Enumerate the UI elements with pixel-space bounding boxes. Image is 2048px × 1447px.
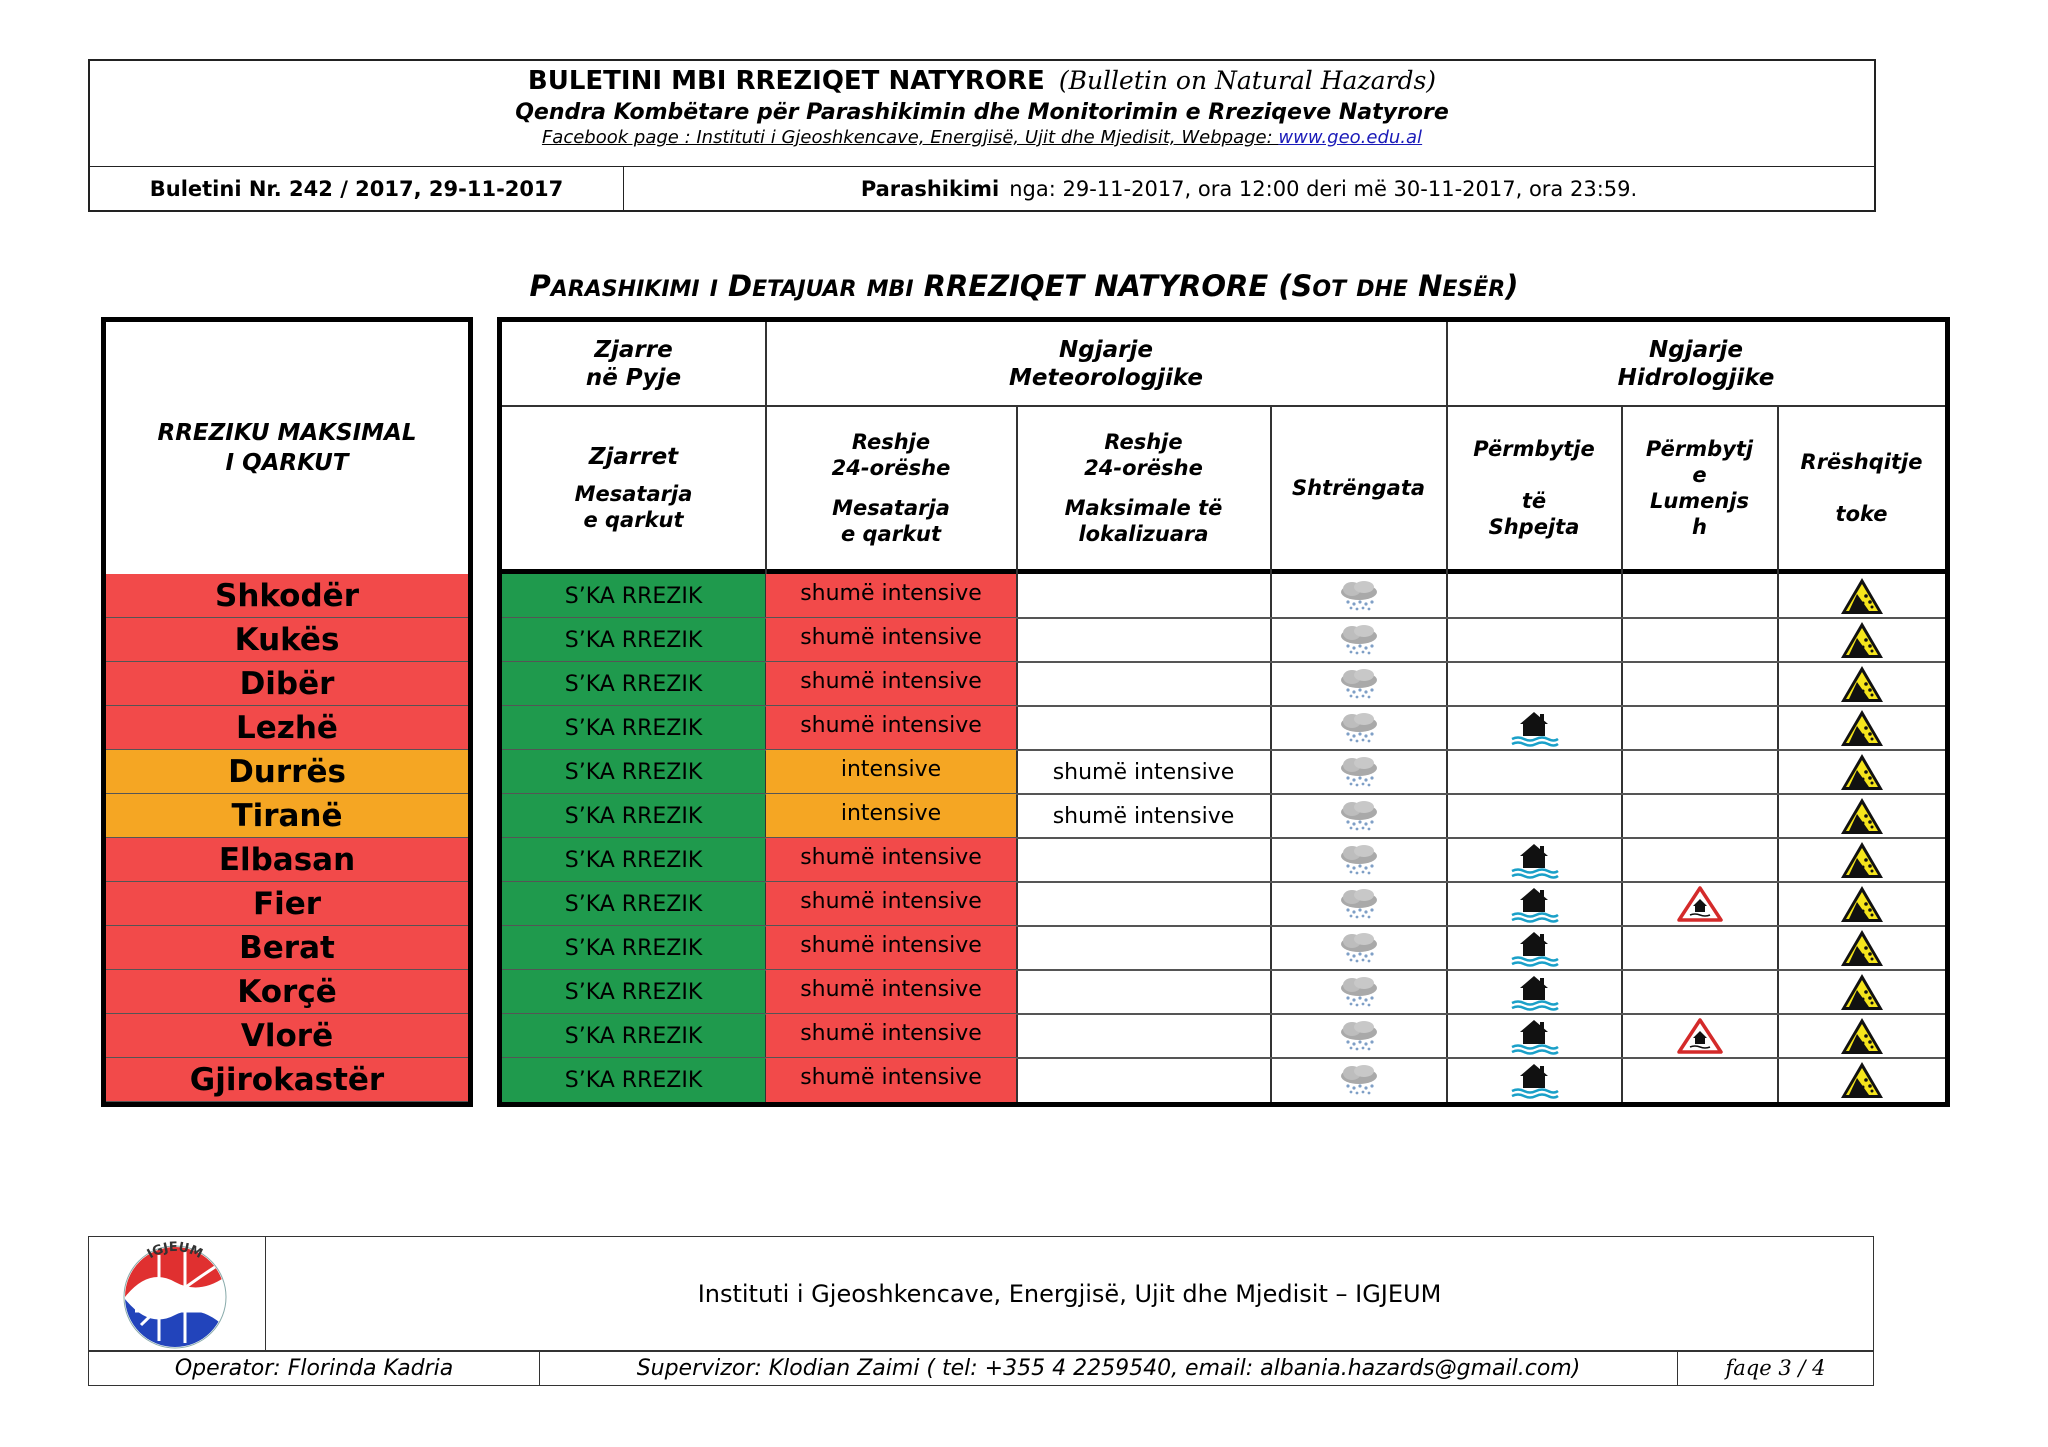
landslide-cell bbox=[1778, 794, 1945, 838]
col-river-floods-header bbox=[1622, 407, 1777, 569]
region-cell: Gjirokastër bbox=[106, 1058, 468, 1102]
page-number: faqe 3 / 4 bbox=[1725, 1356, 1826, 1380]
supervisor: Supervizor: Klodian Zaimi ( tel: +355 4 2259540, email: albania.hazards@gmail.com) bbox=[540, 1351, 1678, 1385]
rain-avg-cell: shumë intensive bbox=[766, 706, 1016, 750]
rain-max-cell bbox=[1017, 618, 1270, 662]
flash-flood-house-icon bbox=[1508, 841, 1560, 879]
region-cell: Tiranë bbox=[106, 794, 468, 838]
region-cell: Durrës bbox=[106, 750, 468, 794]
col-river-floods-line2: e bbox=[1692, 463, 1707, 487]
operator: Operator: Florinda Kadria bbox=[89, 1351, 540, 1385]
links-line bbox=[90, 127, 1874, 148]
col-river-floods-line1: Përmbytj bbox=[1645, 437, 1754, 461]
facebook-text: Facebook page : Instituti i Gjeoshkencave, Energjisë, Ujit dhe Mjedisit, Webpage: bbox=[541, 127, 1279, 148]
storm-cloud-icon bbox=[1336, 977, 1382, 1007]
rain-avg-cell: intensive bbox=[766, 794, 1016, 838]
institute-name: Instituti i Gjeoshkencave, Energjisë, Ujit dhe Mjedisit – IGJEUM bbox=[697, 1279, 1442, 1308]
group-hydro-header bbox=[1447, 322, 1945, 405]
col-landslides-line1: Rrëshqitje bbox=[1800, 450, 1923, 474]
group-hydro-line2: Hidrologjike bbox=[1617, 364, 1775, 391]
region-max-risk-table bbox=[101, 317, 473, 1107]
landslide-warning-icon bbox=[1839, 884, 1885, 924]
region-cell: Korçë bbox=[106, 970, 468, 1014]
col-flash-floods-line2: të bbox=[1521, 489, 1547, 513]
landslide-cell bbox=[1778, 706, 1945, 750]
landslide-cell bbox=[1778, 1014, 1945, 1058]
storm-cell bbox=[1271, 794, 1446, 838]
fire-risk-cell: S’KA RREZIK bbox=[502, 662, 765, 706]
rain-avg-cell: shumë intensive bbox=[766, 574, 1016, 618]
rain-max-cell bbox=[1017, 574, 1270, 618]
storm-cell bbox=[1271, 882, 1446, 926]
river-flood-cell bbox=[1622, 618, 1777, 662]
rain-avg-cell: intensive bbox=[766, 750, 1016, 794]
col-fires-line2: Mesatarja bbox=[574, 482, 693, 506]
section-title bbox=[0, 266, 2048, 306]
region-cell: Kukës bbox=[106, 618, 468, 662]
rain-max-cell: shumë intensive bbox=[1052, 803, 1235, 829]
landslide-warning-icon bbox=[1839, 928, 1885, 968]
storm-cell bbox=[1271, 750, 1446, 794]
header-title-block bbox=[90, 61, 1874, 167]
river-flood-cell bbox=[1622, 750, 1777, 794]
landslide-warning-icon bbox=[1839, 972, 1885, 1012]
landslide-cell bbox=[1778, 1058, 1945, 1102]
landslide-warning-icon bbox=[1839, 620, 1885, 660]
storm-cloud-icon bbox=[1336, 713, 1382, 743]
landslide-warning-icon bbox=[1839, 1060, 1885, 1100]
storm-cloud-icon bbox=[1336, 669, 1382, 699]
storm-cloud-icon bbox=[1336, 1065, 1382, 1095]
storm-cell bbox=[1271, 706, 1446, 750]
flash-flood-house-icon bbox=[1508, 885, 1560, 923]
landslide-cell bbox=[1778, 926, 1945, 970]
bulletin-title bbox=[90, 66, 1874, 96]
landslide-warning-icon bbox=[1839, 576, 1885, 616]
storm-cloud-icon bbox=[1336, 801, 1382, 831]
rain-avg-cell: shumë intensive bbox=[766, 1014, 1016, 1058]
col-flash-floods-line1: Përmbytje bbox=[1473, 437, 1595, 461]
col-fires-line3: e qarkut bbox=[583, 508, 684, 532]
flash-flood-cell bbox=[1447, 926, 1621, 970]
rain-avg-cell: shumë intensive bbox=[766, 618, 1016, 662]
flash-flood-cell bbox=[1447, 574, 1621, 618]
bulletin-number: Buletini Nr. 242 / 2017, 29-11-2017 bbox=[90, 166, 624, 210]
river-flood-cell bbox=[1622, 882, 1777, 926]
storm-cell bbox=[1271, 574, 1446, 618]
landslide-cell bbox=[1778, 838, 1945, 882]
center-name: Qendra Kombëtare për Parashikimin dhe Monitorimin e Rreziqeve Natyrore bbox=[515, 100, 1449, 125]
group-hydro-line1: Ngjarje bbox=[1649, 336, 1743, 363]
flash-flood-cell bbox=[1447, 618, 1621, 662]
river-flood-cell bbox=[1622, 926, 1777, 970]
storm-cell bbox=[1271, 838, 1446, 882]
storm-cell bbox=[1271, 618, 1446, 662]
flash-flood-cell bbox=[1447, 1014, 1621, 1058]
storm-cell bbox=[1271, 926, 1446, 970]
forecast-period bbox=[624, 166, 1874, 210]
landslide-warning-icon bbox=[1839, 796, 1885, 836]
river-flood-cell bbox=[1622, 706, 1777, 750]
river-flood-cell bbox=[1622, 794, 1777, 838]
col-storms-header bbox=[1271, 407, 1446, 569]
rain-avg-cell: shumë intensive bbox=[766, 882, 1016, 926]
river-flood-cell bbox=[1622, 970, 1777, 1014]
flash-flood-cell bbox=[1447, 838, 1621, 882]
flash-flood-cell bbox=[1447, 706, 1621, 750]
col-storms-title: Shtrëngata bbox=[1291, 476, 1426, 500]
header-info-row bbox=[90, 166, 1874, 210]
fire-risk-cell: S’KA RREZIK bbox=[502, 882, 765, 926]
flash-flood-house-icon bbox=[1508, 973, 1560, 1011]
region-cell: Shkodër bbox=[106, 574, 468, 618]
fire-risk-cell: S’KA RREZIK bbox=[502, 794, 765, 838]
rain-avg-cell: shumë intensive bbox=[766, 926, 1016, 970]
rain-avg-cell: shumë intensive bbox=[766, 838, 1016, 882]
storm-cell bbox=[1271, 662, 1446, 706]
storm-cloud-icon bbox=[1336, 757, 1382, 787]
flash-flood-house-icon bbox=[1508, 709, 1560, 747]
col-rain-max-header bbox=[1017, 407, 1270, 569]
fire-risk-cell: S’KA RREZIK bbox=[502, 706, 765, 750]
flash-flood-cell bbox=[1447, 882, 1621, 926]
rain-max-cell bbox=[1017, 706, 1270, 750]
footer bbox=[88, 1236, 1874, 1386]
flash-flood-house-icon bbox=[1508, 929, 1560, 967]
landslide-cell bbox=[1778, 574, 1945, 618]
flash-flood-cell bbox=[1447, 1058, 1621, 1102]
col-rain-avg-header bbox=[766, 407, 1016, 569]
river-flood-cell bbox=[1622, 1014, 1777, 1058]
storm-cloud-icon bbox=[1336, 889, 1382, 919]
storm-cloud-icon bbox=[1336, 845, 1382, 875]
rain-max-cell bbox=[1017, 1014, 1270, 1058]
region-cell: Dibër bbox=[106, 662, 468, 706]
col-rain-max-line3: Maksimale të bbox=[1064, 496, 1223, 520]
flash-flood-house-icon bbox=[1508, 1017, 1560, 1055]
col-rain-max-line2: 24-orëshe bbox=[1084, 456, 1203, 480]
title-english: (Bulletin on Natural Hazards) bbox=[1058, 66, 1437, 95]
rain-max-cell: shumë intensive bbox=[1052, 759, 1235, 785]
landslide-warning-icon bbox=[1839, 664, 1885, 704]
landslide-cell bbox=[1778, 618, 1945, 662]
region-cell: Fier bbox=[106, 882, 468, 926]
landslide-cell bbox=[1778, 882, 1945, 926]
fire-risk-cell: S’KA RREZIK bbox=[502, 1014, 765, 1058]
col-river-floods-line4: h bbox=[1692, 515, 1707, 539]
group-meteo-line1: Ngjarje bbox=[1059, 336, 1153, 363]
river-flood-cell bbox=[1622, 662, 1777, 706]
group-fire-header bbox=[502, 322, 765, 405]
region-cell: Vlorë bbox=[106, 1014, 468, 1058]
hazard-detail-table bbox=[497, 317, 1950, 1107]
region-cell: Elbasan bbox=[106, 838, 468, 882]
col-landslides-line2: toke bbox=[1835, 502, 1888, 526]
col-rain-avg-line1: Reshje bbox=[851, 430, 931, 454]
storm-cloud-icon bbox=[1336, 581, 1382, 611]
max-risk-header-line2: I QARKUT bbox=[225, 450, 349, 476]
col-flash-floods-line3: Shpejta bbox=[1488, 515, 1580, 539]
col-rain-max-line1: Reshje bbox=[1104, 430, 1183, 454]
river-flood-warning-icon bbox=[1676, 1017, 1724, 1055]
flash-flood-cell bbox=[1447, 970, 1621, 1014]
region-cell: Berat bbox=[106, 926, 468, 970]
col-rain-avg-line4: e qarkut bbox=[840, 522, 942, 546]
river-flood-cell bbox=[1622, 574, 1777, 618]
landslide-warning-icon bbox=[1839, 708, 1885, 748]
rain-max-cell bbox=[1017, 926, 1270, 970]
bulletin-header bbox=[88, 59, 1876, 212]
rain-avg-cell: shumë intensive bbox=[766, 662, 1016, 706]
flash-flood-cell bbox=[1447, 750, 1621, 794]
rain-max-cell bbox=[1017, 882, 1270, 926]
forecast-dates: nga: 29-11-2017, ora 12:00 deri më 30-11-2017, ora 23:59. bbox=[1009, 177, 1638, 201]
fire-risk-cell: S’KA RREZIK bbox=[502, 926, 765, 970]
river-flood-warning-icon bbox=[1676, 885, 1724, 923]
rain-max-cell bbox=[1017, 838, 1270, 882]
rain-max-cell bbox=[1017, 970, 1270, 1014]
storm-cell bbox=[1271, 1058, 1446, 1102]
fire-risk-cell: S’KA RREZIK bbox=[502, 1058, 765, 1102]
river-flood-cell bbox=[1622, 838, 1777, 882]
group-meteo-line2: Meteorologjike bbox=[1008, 364, 1204, 391]
rain-max-cell bbox=[1017, 662, 1270, 706]
col-landslides-header bbox=[1778, 407, 1945, 569]
fire-risk-cell: S’KA RREZIK bbox=[502, 574, 765, 618]
footer-logo-cell bbox=[89, 1237, 266, 1350]
group-meteo-header bbox=[766, 322, 1446, 405]
landslide-warning-icon bbox=[1839, 1016, 1885, 1056]
col-rain-max-line4: lokalizuara bbox=[1078, 522, 1209, 546]
landslide-cell bbox=[1778, 662, 1945, 706]
col-river-floods-line3: Lumenjs bbox=[1649, 489, 1750, 513]
col-rain-avg-line3: Mesatarja bbox=[832, 496, 950, 520]
storm-cloud-icon bbox=[1336, 933, 1382, 963]
forecast-label: Parashikimi bbox=[860, 177, 1000, 201]
svg-text:PARASHIKIMI I DETAJUAR MBI RRE: PARASHIKIMI I DETAJUAR MBI RREZIQET NATYRORE (SOT DHE NESËR) bbox=[529, 269, 1519, 303]
max-risk-header-line1: RREZIKU MAKSIMAL bbox=[157, 420, 417, 446]
title-albanian: BULETINI MBI RREZIQET NATYRORE bbox=[527, 66, 1045, 96]
flash-flood-cell bbox=[1447, 662, 1621, 706]
col-fires-title: Zjarret bbox=[588, 444, 679, 470]
landslide-warning-icon bbox=[1839, 752, 1885, 792]
rain-avg-cell: shumë intensive bbox=[766, 970, 1016, 1014]
river-flood-cell bbox=[1622, 1058, 1777, 1102]
rain-max-cell bbox=[1017, 1058, 1270, 1102]
website-link[interactable]: www.geo.edu.al bbox=[1278, 127, 1423, 148]
max-risk-header bbox=[106, 322, 468, 579]
flash-flood-house-icon bbox=[1508, 1061, 1560, 1099]
fire-risk-cell: S’KA RREZIK bbox=[502, 750, 765, 794]
storm-cell bbox=[1271, 1014, 1446, 1058]
storm-cell bbox=[1271, 970, 1446, 1014]
group-fire-line2: në Pyje bbox=[585, 364, 682, 391]
landslide-cell bbox=[1778, 750, 1945, 794]
landslide-warning-icon bbox=[1839, 840, 1885, 880]
region-cell: Lezhë bbox=[106, 706, 468, 750]
igjeum-logo-icon bbox=[89, 1237, 265, 1350]
col-rain-avg-line2: 24-orëshe bbox=[831, 456, 951, 480]
section-title-text bbox=[424, 266, 1624, 306]
group-fire-line1: Zjarre bbox=[594, 336, 673, 363]
col-flash-floods-header bbox=[1447, 407, 1621, 569]
landslide-cell bbox=[1778, 970, 1945, 1014]
rain-avg-cell: shumë intensive bbox=[766, 1058, 1016, 1102]
storm-cloud-icon bbox=[1336, 625, 1382, 655]
fire-risk-cell: S’KA RREZIK bbox=[502, 838, 765, 882]
col-fires-header bbox=[502, 407, 765, 569]
storm-cloud-icon bbox=[1336, 1021, 1382, 1051]
flash-flood-cell bbox=[1447, 794, 1621, 838]
fire-risk-cell: S’KA RREZIK bbox=[502, 618, 765, 662]
svg-text:IGJEUM: IGJEUM bbox=[144, 1239, 205, 1263]
fire-risk-cell: S’KA RREZIK bbox=[502, 970, 765, 1014]
